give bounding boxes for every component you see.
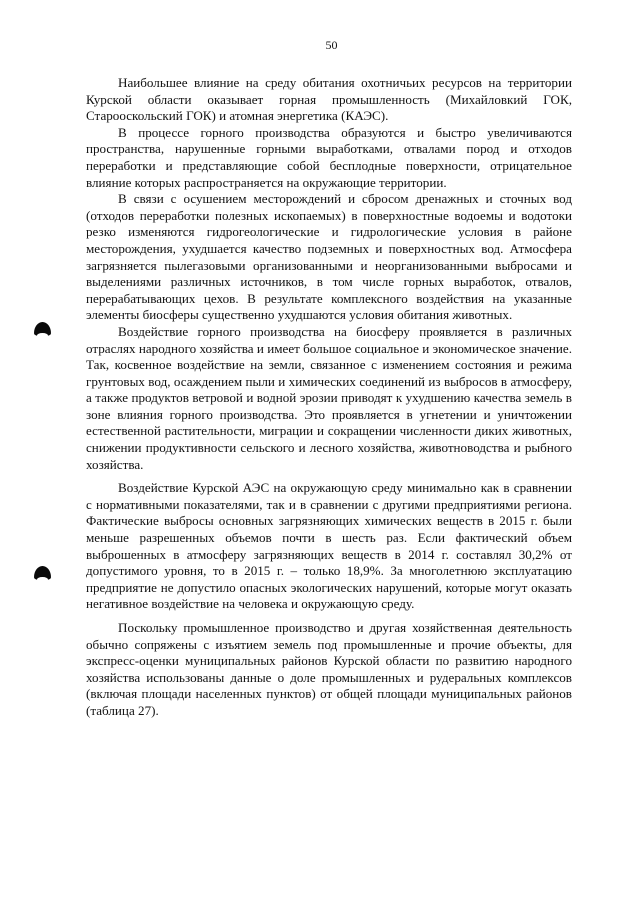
punch-hole-mark — [34, 566, 51, 580]
page-number: 50 — [325, 38, 338, 52]
paragraph-2: В процессе горного производства образуются и быстро увеличиваются пространства, нарушенные горными выработками, отвалами пород и отходов переработки и представляющие собой бесплодные поверхности, отрицательное влияние которых распространяется на окружающие территории. — [86, 124, 572, 190]
paragraph-1: Наибольшее влияние на среду обитания охотничьих ресурсов на территории Курской области оказывает горная промышленность (Михайловкий ГОК, Старооскольский ГОК) и атомная энергетика (КАЭС). — [86, 75, 572, 124]
paragraph-6: Поскольку промышленное производство и другая хозяйственная деятельность обычно сопряжены с изъятием земель под промышленные и прочие объекты, для экспресс-оценки муниципальных районов Курской области по развитию народного хозяйства использованы данные о доле промышленных и рудеральных комплексов (включая площади населенных пунктов) от общей площади муниципальных районов (таблица 27). — [86, 620, 572, 718]
paragraph-5: Воздействие Курской АЭС на окружающую среду минимально как в сравнении с нормативными показателями, так и в сравнении с другими предприятиями региона. Фактические выбросы основных загрязняющих химических веществ в 2015 г. были меньше разрешенных объемов почти в шесть раз. Если фактический объем выброшенных в атмосферу загрязняющих веществ в 2014 г. составлял 30,2% от допустимого уровня, то в 2015 г. – только 18,9%. За многолетнюю эксплуатацию предприятие не допустило опасных экологических нарушений, которые могут оказать негативное воздействие на человека и окружающую среду. — [86, 480, 572, 612]
paragraph-3: В связи с осушением месторождений и сбросом дренажных и сточных вод (отходов переработки полезных ископаемых) в поверхностные водоемы и водотоки резко изменяются гидрогеологические и гидрологические условия в районе месторождения, ухудшается качество подземных и поверхностных вод. Атмосфера загрязняется пылегазовыми организованными и неорганизованными выбросами и выделениями различных источников, в том числе горных выработок, отвалов, перерабатывающих цехов. В результате комплексного воздействия на указанные элементы биосферы существенно ухудшаются условия обитания животных. — [86, 191, 572, 323]
punch-hole-mark — [34, 322, 51, 336]
paragraph-4: Воздействие горного производства на биосферу проявляется в различных отраслях народного хозяйства и имеет большое социальное и экономическое значение. Так, косвенное воздействие на земли, связанное с изменением состояния и режима грунтовых вод, осаждением пыли и химических соединений из выбросов в атмосферу, а также продуктов ветровой и водной эрозии приводят к ухудшению качества земель в зоне влияния горного производства. Это проявляется в угнетении и уничтожении естественной растительности, миграции и сокращении численности диких животных, снижении продуктивности сельского и лесного хозяйства, животноводства и рыбного хозяйства. — [86, 323, 572, 472]
document-text-body — [86, 75, 572, 720]
